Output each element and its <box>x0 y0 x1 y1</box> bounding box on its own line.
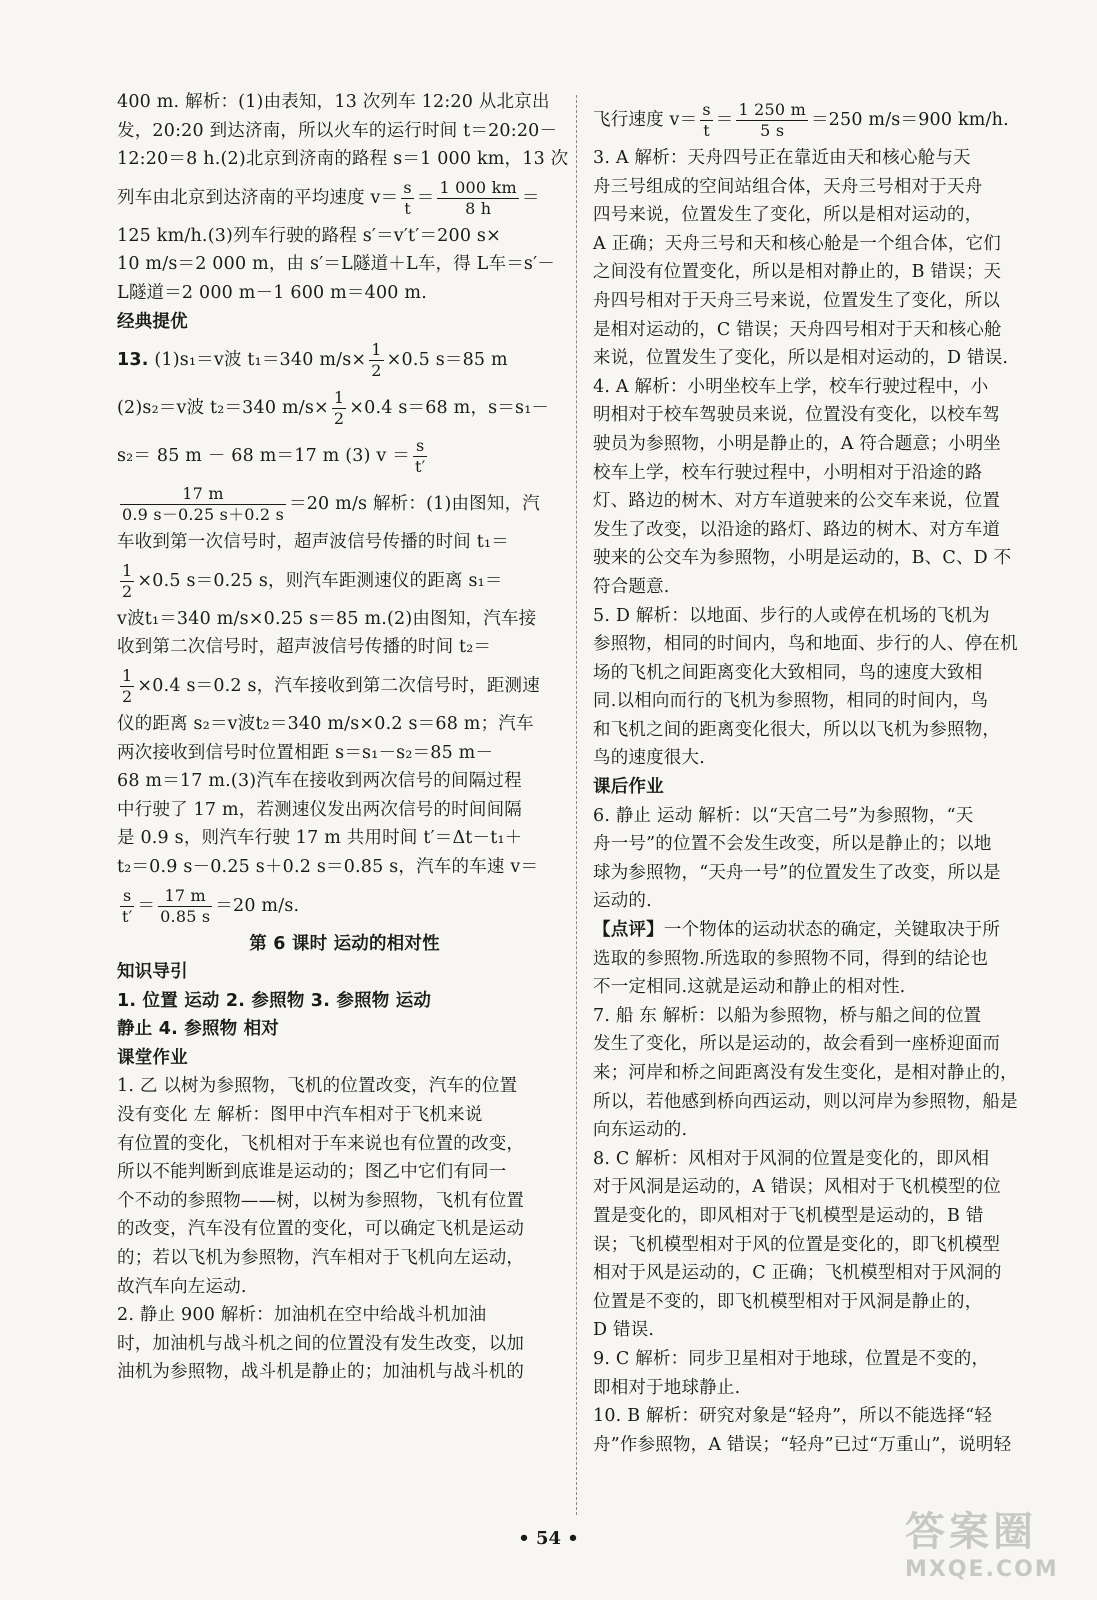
text-line: 参照物，相同的时间内，鸟和地面、步行的人、停在机 <box>593 634 1018 655</box>
right-column <box>593 96 1048 1459</box>
text-line: 选取的参照物.所选取的参照物不同，得到的结论也 <box>593 948 989 969</box>
text-line: 7. 船 东 解析：以船为参照物，桥与船之间的位置 <box>593 1005 982 1026</box>
text-line: L隧道＝2 000 m－1 600 m＝400 m. <box>117 282 427 303</box>
text-line: 之间没有位置变化，所以是相对静止的，B 错误；天 <box>593 262 1002 283</box>
formula-line <box>117 557 572 605</box>
comment-line <box>593 916 1048 945</box>
text-line: 同.以相向而行的飞机为参照物，相同的时间内，鸟 <box>593 691 989 712</box>
text-line: 不一定相同.这就是运动和静止的相对性. <box>593 977 906 998</box>
text-line: 的改变，汽车没有位置的变化，可以确定飞机是运动 <box>117 1219 525 1240</box>
text-line: 误；飞机模型相对于风的位置是变化的，即飞机模型 <box>593 1234 1001 1255</box>
text-line: 是 0.9 s，则汽车行驶 17 m 共用时间 t′＝Δt－t₁＋ <box>117 828 523 849</box>
formula-line <box>117 384 572 432</box>
formula-line <box>117 662 572 710</box>
text-line: 68 m＝17 m.(3)汽车在接收到两次信号的间隔过程 <box>117 771 522 792</box>
text-line: 符合题意. <box>593 576 670 597</box>
text-line: 时，加油机与战斗机之间的位置没有发生改变，以加 <box>117 1333 525 1354</box>
text-line: 发，20:20 到达济南，所以火车的运行时间 t＝20:20－ <box>117 120 558 141</box>
formula-line <box>117 336 572 384</box>
column-divider <box>576 95 577 1515</box>
formula-line <box>593 96 1048 144</box>
fraction <box>158 886 212 927</box>
section-heading: 知识导引 <box>117 962 188 983</box>
formula-line <box>117 480 572 528</box>
text-line: 中行驶了 17 m，若测速仪发出两次信号的时间间隔 <box>117 799 522 820</box>
text-line: 有位置的变化，飞机相对于车来说也有位置的改变， <box>117 1133 525 1154</box>
text-line: 故汽车向左运动. <box>117 1276 247 1297</box>
text-run: ＝250 m/s＝900 km/h. <box>810 110 1009 130</box>
text-line: 静止 4. 参照物 相对 <box>117 1019 280 1040</box>
comment-tag: 【点评】 <box>593 920 664 941</box>
text-run: ＝20 m/s. <box>215 895 300 916</box>
text-line: 舟一号”的位置不会发生改变，所以是静止的；以地 <box>593 834 992 855</box>
formula-line <box>117 882 572 930</box>
text-line: 相对于风是运动的，C 正确；飞机模型相对于风洞的 <box>593 1263 1002 1284</box>
text-line: 发生了变化，所以是运动的，故会看到一座桥迎面而 <box>593 1034 1001 1055</box>
text-line: 1. 位置 运动 2. 参照物 3. 参照物 运动 <box>117 990 432 1011</box>
numerator: 17 m <box>120 484 286 505</box>
text-line: 10. B 解析：研究对象是“轻舟”，所以不能选择“轻 <box>593 1406 993 1427</box>
left-column <box>117 88 572 1387</box>
fraction <box>120 484 286 525</box>
denominator: 8 h <box>465 198 492 218</box>
text-run: 列车由北京到达济南的平均速度 v＝ <box>117 187 399 208</box>
text-line: 来说，位置发生了变化，所以是相对运动的，D 错误. <box>593 348 1009 369</box>
denominator: 2 <box>333 409 345 429</box>
text-line: 2. 静止 900 解析：加油机在空中给战斗机加油 <box>117 1305 487 1326</box>
numerator: 17 m <box>158 886 212 907</box>
text-line: 舟四号相对于天舟三号来说，位置发生了变化，所以 <box>593 290 1001 311</box>
denominator: t <box>703 121 710 140</box>
watermark-url: MXQE.COM <box>905 1557 1059 1582</box>
text-line: 置是变化的，即风相对于飞机模型是运动的，B 错 <box>593 1205 984 1226</box>
text-line: 所以不能判断到底谁是运动的；图乙中它们有同一 <box>117 1162 507 1183</box>
text-line: 是相对运动的，C 错误；天舟四号相对于天和核心舱 <box>593 319 1002 340</box>
lesson-title: 第 6 课时 运动的相对性 <box>249 933 440 954</box>
text-line: 油机为参照物，战斗机是静止的；加油机与战斗机的 <box>117 1362 525 1383</box>
fraction <box>700 100 712 141</box>
numerator: s <box>413 436 427 457</box>
formula-line <box>117 432 572 480</box>
text-line: 和飞机之间的距离变化很大，所以以飞机为参照物， <box>593 719 1001 740</box>
section-heading: 课后作业 <box>593 777 664 798</box>
text-line: 来；河岸和桥之间距离没有发生变化，是相对静止的， <box>593 1063 1018 1083</box>
text-line: 对于风洞是运动的，A 错误；风相对于飞机模型的位 <box>593 1177 1001 1198</box>
text-line: 舟三号组成的空间站组合体，天舟三号相对于天舟 <box>593 176 983 197</box>
denominator: t′ <box>414 457 426 477</box>
fraction <box>120 886 134 927</box>
text-run: ＝ <box>137 895 156 916</box>
fraction <box>332 388 346 429</box>
text-run: ×0.4 s＝68 m，s＝s₁－ <box>349 398 550 419</box>
denominator: t′ <box>122 906 133 926</box>
text-line: 即相对于地球静止. <box>593 1377 741 1398</box>
text-line: 四号来说，位置发生了变化，所以是相对运动的， <box>593 205 983 226</box>
fraction <box>120 666 134 707</box>
denominator: 0.85 s <box>160 906 211 926</box>
denominator: t <box>404 198 411 218</box>
numerator: s <box>702 100 711 119</box>
text-run: ×0.5 s＝0.25 s，则汽车距测速仪的距离 s₁＝ <box>137 570 503 591</box>
text-run: 一个物体的运动状态的确定，关键取决于所 <box>663 920 1001 941</box>
text-line: 向东运动的. <box>593 1120 688 1141</box>
text-line: 位置是不变的，即飞机模型相对于风洞是静止的， <box>593 1291 983 1312</box>
text-run: ＝20 m/s 解析：(1)由图知，汽 <box>289 494 540 515</box>
numerator: 1 <box>333 388 345 408</box>
text-run: 飞行速度 v＝ <box>593 110 698 130</box>
text-line: t₂＝0.9 s－0.25 s＋0.2 s＝0.85 s，汽车的车速 v＝ <box>117 856 539 877</box>
text-line: A 正确；天舟三号和天和核心舱是一个组合体，它们 <box>593 233 1001 254</box>
denominator: 0.9 s－0.25 s＋0.2 s <box>122 505 285 525</box>
section-heading: 经典提优 <box>117 311 188 332</box>
text-line: 鸟的速度很大. <box>593 748 705 769</box>
text-run: ×0.5 s＝85 m <box>386 350 508 371</box>
fraction <box>401 178 413 219</box>
denominator: 2 <box>122 686 133 706</box>
text-line: 4. A 解析：小明坐校车上学，校车行驶过程中，小 <box>593 376 989 397</box>
text-line: 3. A 解析：天舟四号正在靠近由天和核心舱与天 <box>593 148 971 168</box>
numerator: 1 <box>371 340 382 360</box>
text-run: ×0.4 s＝0.2 s，汽车接收到第二次信号时，距测速 <box>137 675 540 696</box>
numerator: 1 <box>122 665 133 685</box>
text-line: 灯、路边的树木、对方车道驶来的公交车来说，位置 <box>593 491 1001 512</box>
text-line: 10 m/s＝2 000 m，由 s′＝L隧道＋L车，得 L车＝s′－ <box>117 254 555 275</box>
denominator: 5 s <box>760 121 785 140</box>
watermark-text: 答案圈 <box>905 1509 1037 1555</box>
text-line: 球为参照物，“天舟一号”的位置发生了改变，所以是 <box>593 862 1001 883</box>
numerator: s <box>403 177 412 197</box>
text-line: 9. C 解析：同步卫星相对于地球，位置是不变的， <box>593 1348 990 1369</box>
text-line: 12:20＝8 h.(2)北京到济南的路程 s＝1 000 km，13 次 <box>117 149 569 170</box>
question-number: 13. <box>117 350 149 371</box>
text-line: 5. D 解析：以地面、步行的人或停在机场的飞机为 <box>593 605 990 626</box>
numerator: 1 <box>122 560 133 580</box>
denominator: 2 <box>122 581 133 601</box>
text-line: 仪的距离 s₂＝v波t₂＝340 m/s×0.2 s＝68 m；汽车 <box>117 713 534 734</box>
text-line: D 错误. <box>593 1320 655 1341</box>
numerator: 1 250 m <box>738 100 806 119</box>
text-run: ＝ <box>416 187 435 208</box>
section-heading: 课堂作业 <box>117 1047 188 1068</box>
fraction <box>413 436 427 477</box>
text-line: 400 m. 解析：(1)由表知，13 次列车 12:20 从北京出 <box>117 92 550 112</box>
text-line: 驶来的公交车为参照物，小明是运动的，B、C、D 不 <box>593 548 1012 569</box>
text-line: 的；若以飞机为参照物，汽车相对于飞机向左运动， <box>117 1248 525 1269</box>
text-line: 明相对于校车驾驶员来说，位置没有变化，以校车驾 <box>593 405 1001 426</box>
text-run: (2)s₂＝v波 t₂＝340 m/s× <box>117 398 329 419</box>
text-line: 6. 静止 运动 解析：以“天宫二号”为参照物，“天 <box>593 805 974 826</box>
text-line: 所以，若他感到桥向西运动，则以河岸为参照物，船是 <box>593 1091 1018 1112</box>
text-line: 发生了改变，以沿途的路灯、路边的树木、对方车道 <box>593 519 1001 540</box>
formula-line <box>117 174 572 222</box>
denominator: 2 <box>371 361 382 381</box>
text-line: 8. C 解析：风相对于风洞的位置是变化的，即风相 <box>593 1148 990 1169</box>
watermark-logo <box>905 1500 1085 1590</box>
numerator: s <box>120 886 134 907</box>
text-line: 车收到第一次信号时，超声波信号传播的时间 t₁＝ <box>117 532 509 553</box>
page-number: • 54 • <box>518 1528 579 1549</box>
text-line: 没有变化 左 解析：图甲中汽车相对于飞机来说 <box>117 1105 483 1126</box>
text-line: 校车上学，校车行驶过程中，小明相对于沿途的路 <box>593 462 983 483</box>
text-line: 收到第二次信号时，超声波信号传播的时间 t₂＝ <box>117 637 492 658</box>
text-run: s₂＝ 85 m － 68 m＝17 m (3) v ＝ <box>117 446 410 467</box>
text-line: 1. 乙 以树为参照物，飞机的位置改变，汽车的位置 <box>117 1076 518 1097</box>
text-line: 个不动的参照物——树，以树为参照物，飞机有位置 <box>117 1190 525 1211</box>
text-line: v波t₁＝340 m/s×0.25 s＝85 m.(2)由图知，汽车接 <box>117 608 537 629</box>
text-line: 125 km/h.(3)列车行驶的路程 s′＝v′t′＝200 s× <box>117 225 501 246</box>
text-line: 驶员为参照物，小明是静止的，A 符合题意；小明坐 <box>593 433 1001 454</box>
text-line: 场的飞机之间距离变化大致相同，鸟的速度大致相 <box>593 662 983 683</box>
text-run: ＝ <box>715 110 734 130</box>
text-line: 运动的. <box>593 891 652 912</box>
fraction <box>120 561 134 602</box>
text-run: ＝ <box>521 187 540 208</box>
text-line: 舟”作参照物，A 错误；“轻舟”已过“万重山”，说明轻 <box>593 1434 1012 1455</box>
text-run: (1)s₁＝v波 t₁＝340 m/s× <box>154 350 367 371</box>
fraction <box>437 178 518 219</box>
text-line: 两次接收到信号时位置相距 s＝s₁－s₂＝85 m－ <box>117 742 494 763</box>
fraction <box>736 100 807 141</box>
numerator: 1 000 km <box>439 177 517 197</box>
fraction <box>369 340 383 381</box>
